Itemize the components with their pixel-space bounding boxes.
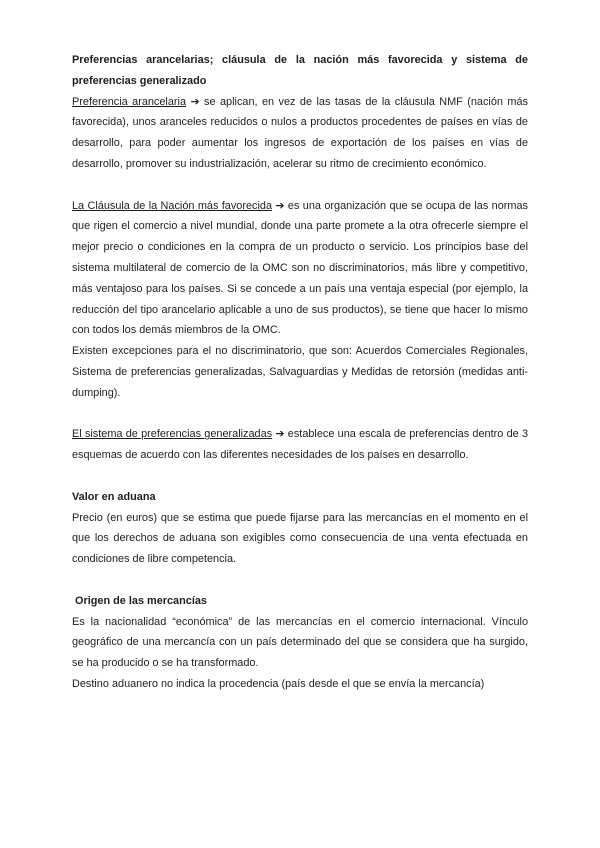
spacer: [72, 404, 528, 425]
origen-note: Destino aduanero no indica la procedencia (país desde el que se envía la mercancía): [72, 677, 485, 690]
origen-text: Es la nacionalidad “económica” de las mercancías en el comercio internacional. Vínculo geográfico de una mercancía con un país determinado del que se considera que ha surgido, se ha producido o se ha transformado.: [72, 615, 528, 670]
arrow-icon: ➔: [190, 95, 200, 108]
arrow-icon: ➔: [275, 199, 285, 212]
nmf-text: es una organización que se ocupa de las normas que rigen el comercio a nivel mundial, donde una parte promete a la otra ofrecerle siempre el mejor precio o condiciones en la compra de un producto o servicio. Los principios base del sistema multilateral de comercio de la OMC son no discriminatorios, más libre y competitivo, más ventajoso para los países. Si se concede a un país una ventaja especial (por ejemplo, la reducción del tipo arancelario aplicable a uno de sus productos), se tiene que hacer lo mismo con todos los demás miembros de la OMC.: [72, 199, 528, 337]
spacer: [72, 570, 528, 591]
spg-paragraph: [72, 424, 528, 466]
arrow-icon: ➔: [275, 428, 285, 441]
valor-heading: Valor en aduana: [72, 490, 156, 503]
valor-text: Precio (en euros) que se estima que puede fijarse para las mercancías en el momento en el que los derechos de aduana son exigibles como consecuencia de una venta efectuada en condiciones de libre competencia.: [72, 511, 528, 566]
document-heading: Preferencias arancelarias; cláusula de la nación más favorecida y sistema de preferencias generalizado: [72, 54, 528, 87]
nmf-term: La Cláusula de la Nación más favorecida: [72, 199, 273, 212]
preferencia-paragraph: [72, 92, 528, 175]
spg-term: El sistema de preferencias generalizadas: [72, 428, 273, 441]
spacer: [72, 466, 528, 487]
preferencia-text: se aplican, en vez de las tasas de la cláusula NMF (nación más favorecida), unos aranceles reducidos o nulos a productos procedentes de países en vías de desarrollo, para poder aumentar los ingresos de exportación de los países en vías de desarrollo, promover su industrialización, acelerar su ritmo de crecimiento económico.: [72, 95, 528, 170]
nmf-exceptions: Existen excepciones para el no discriminatorio, que son: Acuerdos Comerciales Regionales, Sistema de preferencias generalizadas, Salvaguardias y Medidas de retorsión (medidas anti-dumping).: [72, 345, 528, 399]
spacer: [72, 175, 528, 196]
nmf-paragraph: [72, 196, 528, 342]
origen-heading: Origen de las mercancías: [75, 594, 207, 607]
preferencia-term: Preferencia arancelaria: [72, 95, 187, 108]
spg-text: establece una escala de preferencias dentro de 3 esquemas de acuerdo con las diferentes necesidades de los países en desarrollo.: [72, 428, 528, 462]
